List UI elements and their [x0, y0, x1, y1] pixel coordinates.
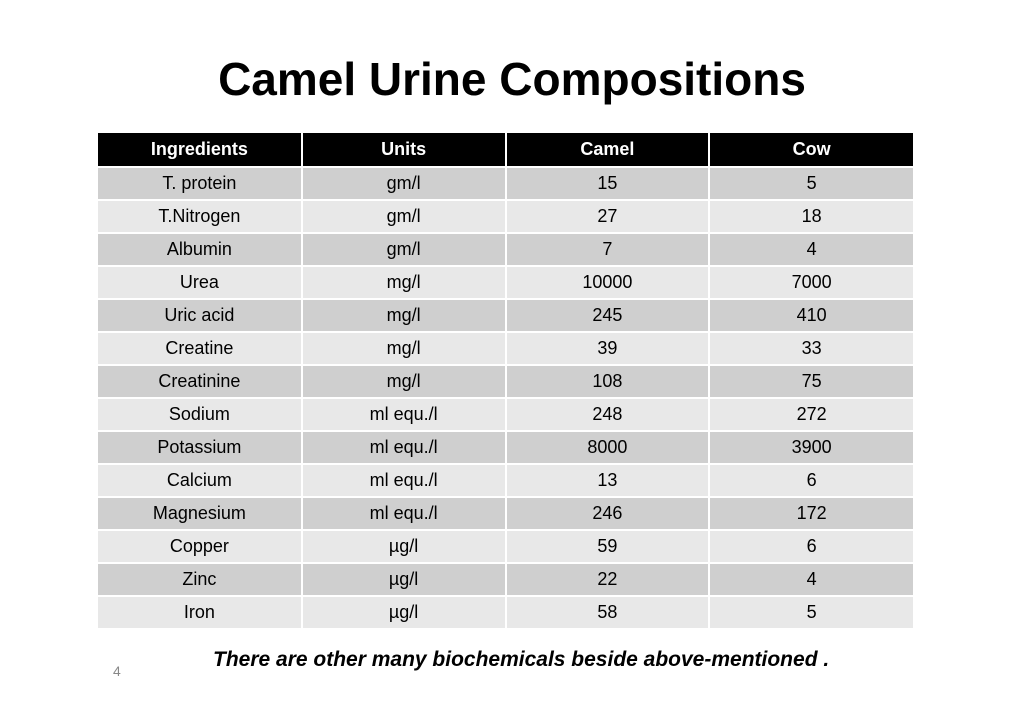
table-row [98, 200, 913, 233]
composition-table [98, 133, 913, 628]
table-row [98, 365, 913, 398]
ingredient-cell: Zinc [98, 563, 302, 596]
ingredient-cell: Urea [98, 266, 302, 299]
cow-value-cell: 6 [709, 464, 913, 497]
ingredient-cell: Magnesium [98, 497, 302, 530]
table-row [98, 233, 913, 266]
unit-cell: gm/l [302, 200, 506, 233]
ingredient-cell: Potassium [98, 431, 302, 464]
cow-value-cell: 272 [709, 398, 913, 431]
column-header: Cow [709, 133, 913, 167]
unit-cell: µg/l [302, 563, 506, 596]
cow-value-cell: 5 [709, 167, 913, 200]
ingredient-cell: Creatinine [98, 365, 302, 398]
ingredient-cell: Sodium [98, 398, 302, 431]
cow-value-cell: 172 [709, 497, 913, 530]
ingredient-cell: T.Nitrogen [98, 200, 302, 233]
unit-cell: mg/l [302, 332, 506, 365]
table-row [98, 398, 913, 431]
table-row [98, 497, 913, 530]
ingredient-cell: Copper [98, 530, 302, 563]
ingredient-cell: T. protein [98, 167, 302, 200]
table-row [98, 431, 913, 464]
table-row [98, 596, 913, 628]
camel-value-cell: 13 [506, 464, 710, 497]
column-header: Units [302, 133, 506, 167]
table-row [98, 563, 913, 596]
table-row [98, 530, 913, 563]
table-row [98, 299, 913, 332]
cow-value-cell: 6 [709, 530, 913, 563]
table-header-row [98, 133, 913, 167]
camel-value-cell: 10000 [506, 266, 710, 299]
table-row [98, 167, 913, 200]
ingredient-cell: Albumin [98, 233, 302, 266]
unit-cell: ml equ./l [302, 497, 506, 530]
unit-cell: gm/l [302, 167, 506, 200]
unit-cell: µg/l [302, 596, 506, 628]
camel-value-cell: 58 [506, 596, 710, 628]
camel-value-cell: 27 [506, 200, 710, 233]
cow-value-cell: 18 [709, 200, 913, 233]
unit-cell: gm/l [302, 233, 506, 266]
unit-cell: ml equ./l [302, 431, 506, 464]
unit-cell: mg/l [302, 299, 506, 332]
camel-value-cell: 22 [506, 563, 710, 596]
camel-value-cell: 108 [506, 365, 710, 398]
camel-value-cell: 8000 [506, 431, 710, 464]
cow-value-cell: 75 [709, 365, 913, 398]
page-number: 4 [113, 663, 121, 679]
cow-value-cell: 410 [709, 299, 913, 332]
ingredient-cell: Uric acid [98, 299, 302, 332]
camel-value-cell: 7 [506, 233, 710, 266]
cow-value-cell: 3900 [709, 431, 913, 464]
column-header: Camel [506, 133, 710, 167]
unit-cell: mg/l [302, 365, 506, 398]
cow-value-cell: 7000 [709, 266, 913, 299]
table-row [98, 464, 913, 497]
camel-value-cell: 245 [506, 299, 710, 332]
table-row [98, 332, 913, 365]
unit-cell: µg/l [302, 530, 506, 563]
unit-cell: mg/l [302, 266, 506, 299]
ingredient-cell: Iron [98, 596, 302, 628]
slide-title: Camel Urine Compositions [218, 53, 806, 105]
camel-value-cell: 246 [506, 497, 710, 530]
ingredient-cell: Creatine [98, 332, 302, 365]
cow-value-cell: 4 [709, 563, 913, 596]
footnote: There are other many biochemicals beside above-mentioned . [213, 648, 830, 671]
ingredient-cell: Calcium [98, 464, 302, 497]
unit-cell: ml equ./l [302, 398, 506, 431]
cow-value-cell: 4 [709, 233, 913, 266]
camel-value-cell: 15 [506, 167, 710, 200]
table-row [98, 266, 913, 299]
table-body [98, 167, 913, 628]
column-header: Ingredients [98, 133, 302, 167]
cow-value-cell: 33 [709, 332, 913, 365]
unit-cell: ml equ./l [302, 464, 506, 497]
camel-value-cell: 39 [506, 332, 710, 365]
camel-value-cell: 248 [506, 398, 710, 431]
camel-value-cell: 59 [506, 530, 710, 563]
cow-value-cell: 5 [709, 596, 913, 628]
